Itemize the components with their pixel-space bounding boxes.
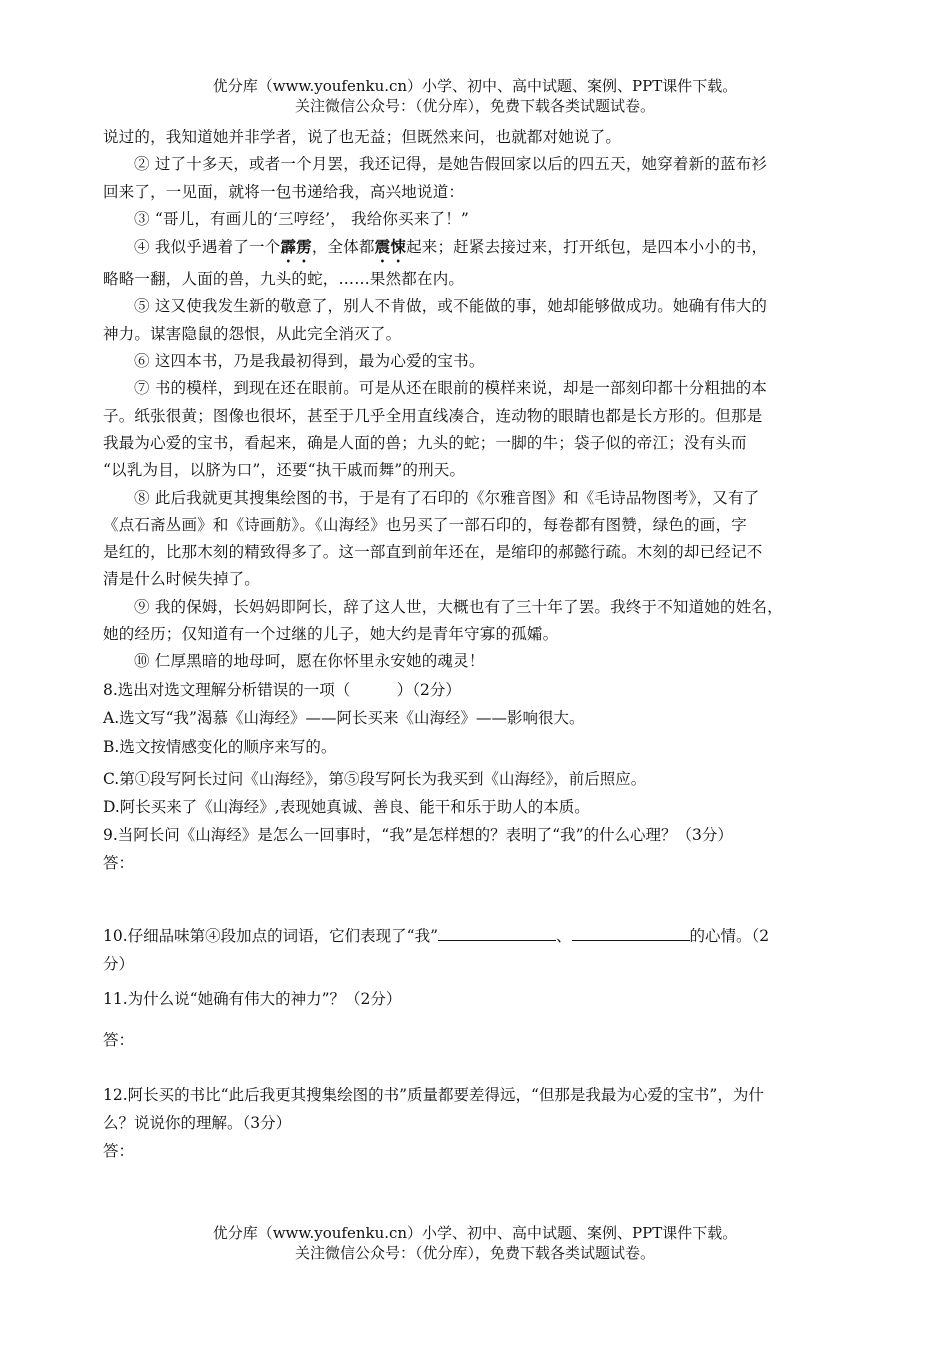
paragraph-8-cont: 《点石斋丛画》和《诗画舫》。《山海经》也另买了一部石印的，每卷都有图赞，绿色的画，字 (103, 515, 747, 534)
dotted-word-2: 震悚 (374, 237, 407, 257)
question-12-cont: 么？说说你的理解。（3分） (103, 1113, 292, 1132)
paragraph-7-cont: 我最为心爱的宝书，看起来，确是人面的兽；九头的蛇；一脚的牛；袋子似的帝江；没有头而 (103, 433, 747, 452)
questions (103, 676, 863, 1165)
p4-mid: ，全体都 (311, 238, 375, 257)
question-9: 9.当阿长问《山海经》是怎么一回事时，“我”是怎样想的？表明了“我”的什么心理？（3分） (103, 825, 733, 844)
paragraph-8: ⑧ 此后我就更其搜集绘图的书，于是有了石印的《尔雅音图》和《毛诗品物图考》，又有了 (134, 488, 760, 507)
header-line-2: 关注微信公众号：（优分库），免费下载各类试题试卷。 (294, 97, 655, 115)
paragraph-9-cont: 她的经历；仅知道有一个过继的儿子，她大约是青年守寡的孤孀。 (103, 625, 559, 644)
paragraph-5-cont: 神力。谋害隐鼠的怨恨，从此完全消灭了。 (103, 324, 402, 343)
answer-label-9: 答： (103, 853, 135, 872)
passage-line: 说过的，我知道她并非学者，说了也无益；但既然来问，也就都对她说了。 (103, 128, 622, 146)
p4-pre: ④ 我似乎遇着了一个 (134, 238, 281, 257)
paragraph-4 (103, 233, 863, 266)
paragraph-4-cont: 略略一翻，人面的兽，九头的蛇，……果然都在内。 (103, 270, 465, 289)
dotted-word-1: 霹雳 (280, 237, 312, 257)
option-c: C.第①段写阿长过问《山海经》，第⑤段写阿长为我买到《山海经》，前后照应。 (103, 769, 647, 788)
question-11: 11.为什么说“她确有伟大的神力”？（2分） (103, 989, 402, 1008)
paragraph-3: ③ “哥儿，有画儿的‘三哼经’， 我给你买来了！” (134, 209, 470, 228)
paragraph-8-cont: 清是什么时候失掉了。 (103, 570, 261, 589)
header-line-1: 优分库（www.youfenku.cn）小学、初中、高中试题、案例、PPT课件下载。 (212, 77, 738, 95)
answer-blank-2[interactable] (572, 924, 690, 941)
question-10 (103, 922, 863, 950)
paragraph-5: ⑤ 这又使我发生新的敬意了，别人不肯做，或不能做的事，她却能够做成功。她确有伟大的 (134, 297, 768, 316)
paragraph-8-cont: 是红的，比那木刻的精致得多了。这一部直到前年还在，是缩印的郝懿行疏。木刻的却已经记不 (103, 543, 763, 562)
paragraph-10: ⑩ 仁厚黑暗的地母呵，愿在你怀里永安她的魂灵！ (134, 652, 485, 671)
paragraph-6: ⑥ 这四本书，乃是我最初得到，最为心爱的宝书。 (134, 352, 485, 371)
answer-blank-1[interactable] (438, 924, 556, 941)
footer-line-2: 关注微信公众号：（优分库），免费下载各类试题试卷。 (294, 1244, 655, 1262)
question-10-cont: 分） (103, 954, 135, 973)
document-body (103, 124, 863, 1165)
option-d: D.阿长买来了《山海经》,表现她真诚、善良、能干和乐于助人的本质。 (103, 797, 590, 816)
reading-passage (103, 124, 863, 676)
question-8: 8.选出对选文理解分析错误的一项（ ）（2分） (103, 680, 461, 699)
answer-label-11: 答： (103, 1030, 135, 1049)
paragraph-7-cont: 子。纸张很黄；图像也很坏，甚至于几乎全用直线凑合，连动物的眼睛也都是长方形的。但那是 (103, 406, 763, 425)
footer-line-1: 优分库（www.youfenku.cn）小学、初中、高中试题、案例、PPT课件下载。 (212, 1224, 738, 1242)
p4-post: 起来；赶紧去接过来，打开纸包，是四本小小的书， (406, 238, 768, 257)
paragraph-2: ② 过了十多天，或者一个月罢，我还记得，是她告假回家以后的四五天，她穿着新的蓝布衫 (134, 155, 768, 174)
paragraph-7-cont: “以乳为目，以脐为口”，还要“执干戚而舞”的刑天。 (103, 461, 466, 480)
option-a: A.选文写“我”渴慕《山海经》——阿长买来《山海经》——影响很大。 (103, 708, 585, 727)
question-12: 12.阿长买的书比“此后我更其搜集绘图的书”质量都要差得远，“但那是我最为心爱的宝书”，为什 (103, 1085, 764, 1104)
page-footer (0, 1223, 950, 1263)
paragraph-2-cont: 回来了，一见面，就将一包书递给我，高兴地说道： (103, 182, 465, 201)
paragraph-7: ⑦ 书的模样，到现在还在眼前。可是从还在眼前的模样来说，却是一部刻印都十分粗拙的本 (134, 379, 768, 398)
q10-text: 10.仔细品味第④段加点的词语，它们表现了“我” (103, 926, 438, 945)
paragraph-9: ⑨ 我的保姆，长妈妈即阿长，辞了这人世，大概也有了三十年了罢。我终于不知道她的姓名， (134, 597, 783, 616)
page-header (0, 76, 950, 116)
q10-sep: 、 (556, 926, 572, 945)
answer-label-12: 答： (103, 1141, 135, 1160)
option-b: B.选文按情感变化的顺序来写的。 (103, 737, 337, 756)
q10-tail: 的心情。（2 (689, 926, 770, 945)
